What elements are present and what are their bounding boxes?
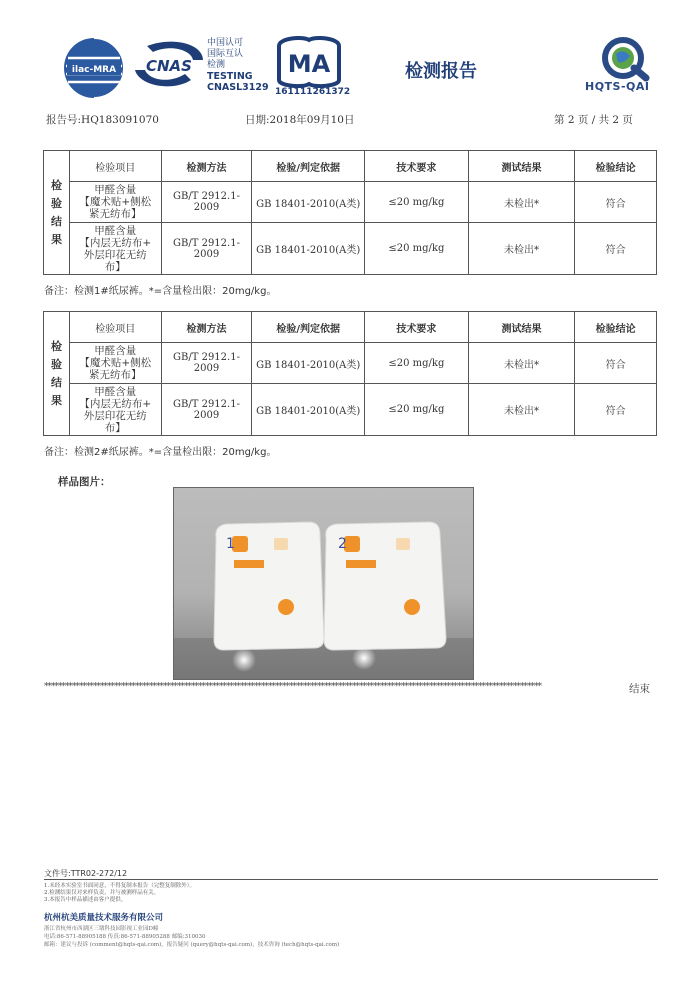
header-result: 测试结果 bbox=[468, 312, 575, 343]
sample-pack-2-mark: 2 bbox=[338, 536, 347, 552]
test-requirement: ≤20 mg/kg bbox=[365, 223, 469, 275]
end-separator: ********************************************************************************************************************************************** bbox=[44, 682, 541, 692]
test-result: 未检出* bbox=[468, 343, 575, 384]
test-requirement: ≤20 mg/kg bbox=[365, 384, 469, 436]
table-row bbox=[44, 223, 657, 275]
hqts-logo-text: HQTS-QAI bbox=[585, 80, 650, 93]
report-number: 报告号:HQ183091070 bbox=[46, 114, 159, 126]
table-1-note: 备注：检测1#纸尿裤。*=含量检出限：20mg/kg。 bbox=[44, 286, 277, 297]
ilac-mra-logo bbox=[62, 36, 126, 100]
header-test-item: 检验项目 bbox=[69, 151, 161, 182]
footer-note-2: 2.检测结果仅对来样负责，并与被测样品有关。 bbox=[44, 890, 160, 896]
sample-pack-1-mark: 1 bbox=[226, 536, 235, 552]
document-title: 检测报告 bbox=[405, 61, 477, 82]
result-side-label: 检 验 结 果 bbox=[44, 312, 70, 436]
test-item: 甲醛含量 【魔术贴+侧松 紧无纺布】 bbox=[69, 343, 161, 384]
test-item: 甲醛含量 【魔术贴+侧松 紧无纺布】 bbox=[69, 182, 161, 223]
header-method: 检测方法 bbox=[161, 312, 252, 343]
test-basis: GB 18401-2010(A类) bbox=[252, 223, 365, 275]
results-table-1 bbox=[43, 150, 657, 275]
header-basis: 检验/判定依据 bbox=[252, 312, 365, 343]
company-email: 邮箱：建议与投诉 (comment@hqts-qai.com)，报告疑问 (query@hqts-qai.com)，技术咨询 (tech@hqts-qai.com) bbox=[44, 942, 340, 948]
sample-photo bbox=[173, 487, 474, 680]
test-conclusion: 符合 bbox=[575, 182, 657, 223]
cnas-logo-text: CNAS bbox=[146, 57, 192, 75]
company-address: 浙江省杭州市西湖区三墩科技园影视工业园D幢 bbox=[44, 926, 159, 932]
test-requirement: ≤20 mg/kg bbox=[365, 182, 469, 223]
test-basis: GB 18401-2010(A类) bbox=[252, 343, 365, 384]
sample-photo-label: 样品图片： bbox=[58, 476, 111, 488]
header-result: 测试结果 bbox=[468, 151, 575, 182]
company-contact: 电话:86-571-88905188 传真:86-571-88905288 邮编:310030 bbox=[44, 934, 206, 940]
test-basis: GB 18401-2010(A类) bbox=[252, 182, 365, 223]
test-result: 未检出* bbox=[468, 223, 575, 275]
test-method: GB/T 2912.1-2009 bbox=[161, 182, 252, 223]
footer-note-3: 3.本报告中样品描述由客户提供。 bbox=[44, 897, 127, 903]
table-2-note: 备注：检测2#纸尿裤。*=含量检出限：20mg/kg。 bbox=[44, 447, 277, 458]
company-name: 杭州杭美质量技术服务有限公司 bbox=[44, 913, 164, 923]
footer-divider bbox=[44, 879, 658, 880]
header-basis: 检验/判定依据 bbox=[252, 151, 365, 182]
test-item: 甲醛含量 【内层无纺布+ 外层印花无纺 布】 bbox=[69, 384, 161, 436]
cnas-logo bbox=[133, 40, 205, 90]
header-requirement: 技术要求 bbox=[365, 312, 469, 343]
footer-note-1: 1.未经本实验室书面同意，不得复制本报告（完整复制除外）。 bbox=[44, 883, 195, 889]
report-date: 日期:2018年09月10日 bbox=[245, 114, 355, 126]
cnas-line-3: 检测 bbox=[207, 60, 226, 70]
cnas-accreditation-text bbox=[207, 38, 269, 93]
test-conclusion: 符合 bbox=[575, 343, 657, 384]
test-conclusion: 符合 bbox=[575, 223, 657, 275]
table-row bbox=[44, 343, 657, 384]
file-number: 文件号:TTR02-272/12 bbox=[44, 869, 128, 878]
table-row bbox=[44, 384, 657, 436]
header-conclusion: 检验结论 bbox=[575, 312, 657, 343]
test-method: GB/T 2912.1-2009 bbox=[161, 384, 252, 436]
test-result: 未检出* bbox=[468, 182, 575, 223]
ma-logo-text: MA bbox=[287, 50, 331, 78]
test-conclusion: 符合 bbox=[575, 384, 657, 436]
end-text: 结束 bbox=[629, 683, 650, 695]
test-result: 未检出* bbox=[468, 384, 575, 436]
table-header-row bbox=[44, 312, 657, 343]
header-requirement: 技术要求 bbox=[365, 151, 469, 182]
hqts-logo bbox=[590, 36, 660, 86]
table-row bbox=[44, 182, 657, 223]
cnas-line-5: CNASL3129 bbox=[207, 82, 269, 93]
test-item: 甲醛含量 【内层无纺布+ 外层印花无纺 布】 bbox=[69, 223, 161, 275]
test-basis: GB 18401-2010(A类) bbox=[252, 384, 365, 436]
cma-number: 161111261372 bbox=[275, 87, 351, 97]
test-method: GB/T 2912.1-2009 bbox=[161, 223, 252, 275]
page-number: 第 2 页 / 共 2 页 bbox=[554, 114, 633, 126]
cnas-line-1: 中国认可 bbox=[207, 38, 244, 48]
results-table-2 bbox=[43, 311, 657, 436]
header-method: 检测方法 bbox=[161, 151, 252, 182]
table-header-row bbox=[44, 151, 657, 182]
header-conclusion: 检验结论 bbox=[575, 151, 657, 182]
cnas-line-4: TESTING bbox=[207, 71, 253, 82]
result-side-label: 检 验 结 果 bbox=[44, 151, 70, 275]
test-method: GB/T 2912.1-2009 bbox=[161, 343, 252, 384]
test-requirement: ≤20 mg/kg bbox=[365, 343, 469, 384]
header-test-item: 检验项目 bbox=[69, 312, 161, 343]
cnas-line-2: 国际互认 bbox=[207, 49, 244, 59]
ilac-logo-text: ilac-MRA bbox=[71, 65, 117, 75]
